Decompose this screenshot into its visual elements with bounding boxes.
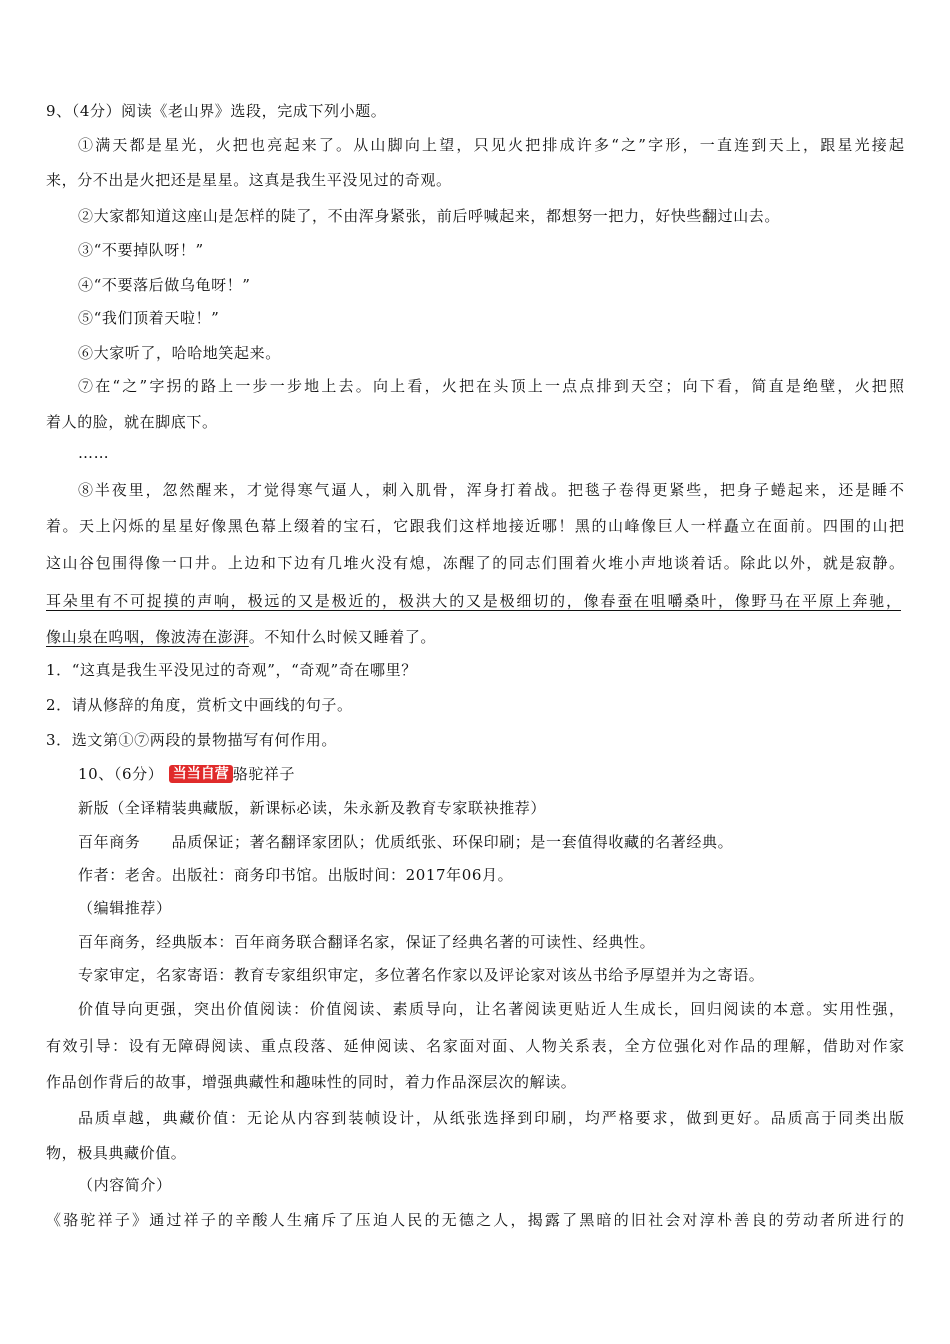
q9-para-8-line-2: 着。天上闪烁的星星好像黑色幕上缀着的宝石，它跟我们这样地接近哪！黑的山峰像巨人一样矗立在面前。四围的山把 bbox=[46, 517, 904, 535]
q9-para-1-line-2: 来，分不出是火把还是星星。这真是我生平没见过的奇观。 bbox=[46, 171, 452, 189]
q10-rec-3-line-3: 作品创作背后的故事，增强典藏性和趣味性的同时，着力作品深层次的解读。 bbox=[46, 1073, 577, 1091]
q9-para-8-line-1: ⑧半夜里，忽然醒来，才觉得寒气逼人，刺入肌骨，浑身打着战。把毯子卷得更紧些，把身子蜷起来，还是睡不 bbox=[78, 481, 904, 499]
q9-para-8-line-3: 这山谷包围得像一口井。上边和下边有几堆火没有熄，冻醒了的同志们围着火堆小声地谈着话。除此以外，就是寂静。 bbox=[46, 554, 904, 572]
q9-para-8-underlined-end: 像山泉在呜咽，像波涛在澎湃 bbox=[46, 628, 249, 646]
q10-rec-1: 百年商务，经典版本：百年商务联合翻译名家，保证了经典名著的可读性、经典性。 bbox=[78, 933, 656, 951]
q9-para-5: ⑤“我们顶着天啦！” bbox=[78, 309, 220, 327]
q9-question-3: 3．选文第①⑦两段的景物描写有何作用。 bbox=[46, 731, 337, 749]
q10-rec-3-line-1: 价值导向更强，突出价值阅读：价值阅读、素质导向，让名著阅读更贴近人生成长，回归阅读的本意。实用性强， bbox=[78, 1000, 904, 1018]
dangdang-badge: 当当自营 bbox=[169, 765, 233, 783]
q9-ellipsis: …… bbox=[78, 444, 110, 462]
q9-question-2: 2．请从修辞的角度，赏析文中画线的句子。 bbox=[46, 696, 353, 714]
q9-heading: 9、（4分）阅读《老山界》选段，完成下列小题。 bbox=[46, 102, 387, 120]
q9-para-3: ③“不要掉队呀！” bbox=[78, 241, 204, 259]
q9-para-2: ②大家都知道这座山是怎样的陡了，不由浑身紧张，前后呼喊起来，都想努一把力，好快些翻过山去。 bbox=[78, 207, 781, 225]
q10-heading bbox=[78, 764, 295, 784]
q9-para-8-underlined-line-4: 耳朵里有不可捉摸的声响，极远的又是极近的，极洪大的又是极细切的，像春蚕在咀嚼桑叶，像野马在平原上奔驰， bbox=[46, 592, 901, 610]
q9-para-4: ④“不要落后做乌龟呀！” bbox=[78, 276, 251, 294]
q10-prefix: 10、（6分） bbox=[78, 765, 164, 783]
q10-rec-4-line-2: 物，极具典藏价值。 bbox=[46, 1144, 187, 1162]
q10-intro-line-1: 《骆驼祥子》通过祥子的辛酸人生痛斥了压迫人民的无德之人，揭露了黑暗的旧社会对淳朴善良的劳动者所进行的 bbox=[46, 1211, 904, 1229]
q9-para-1-line-1: ①满天都是星光，火把也亮起来了。从山脚向上望，只见火把排成许多“之”字形，一直连到天上，跟星光接起 bbox=[78, 136, 904, 154]
q10-rec-2: 专家审定，名家寄语：教育专家组织审定，多位著名作家以及评论家对该丛书给予厚望并为之寄语。 bbox=[78, 966, 765, 984]
q9-para-7-line-2: 着人的脸，就在脚底下。 bbox=[46, 413, 218, 431]
q9-para-8-tail: 。不知什么时候又睡着了。 bbox=[248, 628, 437, 646]
q10-rec-4-line-1: 品质卓越，典藏价值：无论从内容到装帧设计，从纸张选择到印刷，均严格要求，做到更好。品质高于同类出版 bbox=[78, 1109, 904, 1127]
q9-question-1: 1．“这真是我生平没见过的奇观”，“奇观”奇在哪里？ bbox=[46, 661, 417, 679]
q9-para-6: ⑥大家听了，哈哈地笑起来。 bbox=[78, 344, 281, 362]
q10-author-info: 作者：老舍。出版社：商务印书馆。出版时间：2017年06月。 bbox=[78, 866, 514, 884]
q10-edition: 新版（全译精装典藏版，新课标必读，朱永新及教育专家联袂推荐） bbox=[78, 799, 547, 817]
q10-rec-3-line-2: 有效引导：设有无障碍阅读、重点段落、延伸阅读、名家面对面、人物关系表，全方位强化对作品的理解，借助对作家 bbox=[46, 1037, 904, 1055]
q10-editor-rec-heading: （编辑推荐） bbox=[78, 899, 172, 917]
q9-para-8-line-5 bbox=[46, 627, 436, 647]
q10-quality: 百年商务 品质保证；著名翻译家团队；优质纸张、环保印刷；是一套值得收藏的名著经典。 bbox=[78, 833, 734, 851]
q10-book-title: 骆驼祥子 bbox=[232, 765, 296, 783]
q10-intro-heading: （内容简介） bbox=[78, 1176, 172, 1194]
q9-para-7-line-1: ⑦在“之”字拐的路上一步一步地上去。向上看，火把在头顶上一点点排到天空；向下看，简直是绝壁，火把照 bbox=[78, 377, 904, 395]
